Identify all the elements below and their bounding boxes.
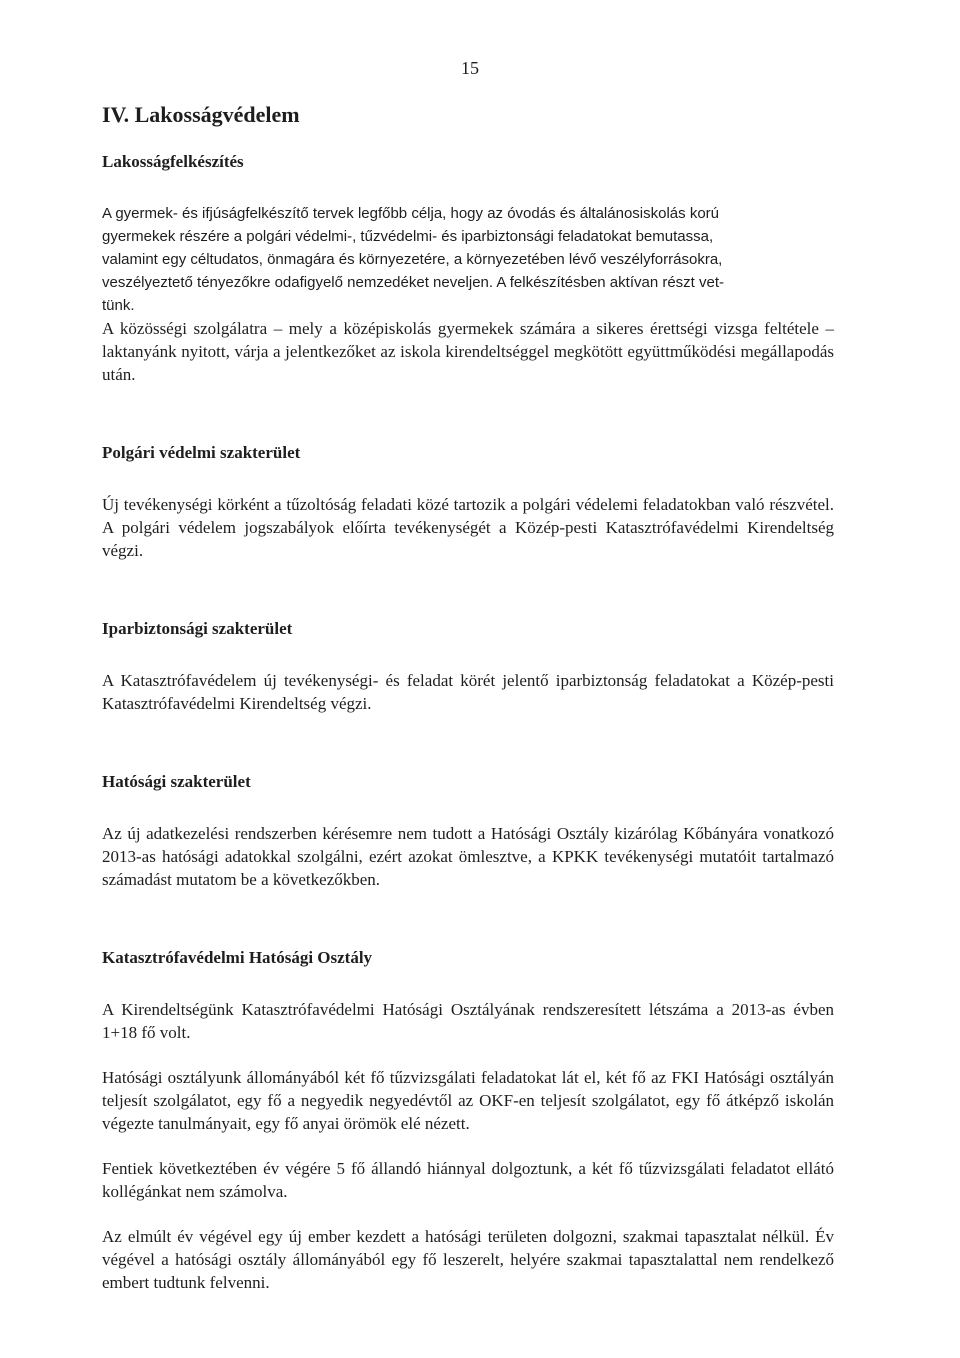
heading-katasztrofavedelmi-hatosagi-osztaly: Katasztrófavédelmi Hatósági Osztály (102, 948, 373, 967)
text-line: veszélyeztető tényezőkre odafigyelő nemzedéket neveljen. A felkészítésben aktívan részt vet- (102, 274, 725, 291)
text-line: A gyermek- és ifjúságfelkészítő tervek legfőbb célja, hogy az óvodás és általánosiskolás korú (102, 205, 719, 222)
text-line: tünk. (102, 297, 135, 314)
paragraph-civil-protection: Új tevékenységi körként a tűzoltóság feladati közé tartozik a polgári védelemi feladatokban való részvétel. A polgári védelem jogszabályok előírta tevékenységét a Közép-pesti Katasztrófavédelmi Kirendeltség végzi. (102, 495, 834, 560)
paragraph-staff-assignments: Hatósági osztályunk állományából két fő tűzvizsgálati feladatokat lát el, két fő az FKI Hatósági osztályán teljesít szolgálatot, egy fő a negyedik negyedévtől az OKF-en teljesít szolgálatot, egy fő átképző iskolán végezte tanulmányait, egy fő anyai örömök elé nézett. (102, 1068, 834, 1133)
page-number: 15 (461, 58, 479, 78)
heading-lakossagfelkeszites: Lakosságfelkészítés (102, 152, 244, 171)
paragraph-staff-shortage: Fentiek következtében év végére 5 fő állandó hiánnyal dolgoztunk, a két fő tűzvizsgálati feladatot ellátó kollégánkat nem számolva. (102, 1159, 834, 1201)
heading-hatosagi: Hatósági szakterület (102, 772, 251, 791)
paragraph-authority-data: Az új adatkezelési rendszerben kérésemre nem tudott a Hatósági Osztály kizárólag Kőbányára vonatkozó 2013-as hatósági adatokkal szolgálni, ezért azokat ömlesztve, a KPKK tevékenységi mutatóit tartalmazó számadást mutatom be a következőkben. (102, 824, 834, 889)
paragraph-staff-changes: Az elmúlt év végével egy új ember kezdett a hatósági területen dolgozni, szakmai tapasztalat nélkül. Év végével a hatósági osztály állományából egy fő leszerelt, helyére szakmai tapasztalattal nem rendelkező embert tudtunk felvenni. (102, 1227, 834, 1292)
paragraph-staff-count: A Kirendeltségünk Katasztrófavédelmi Hatósági Osztályának rendszeresített létszáma a 2013-as évben 1+18 fő volt. (102, 1000, 834, 1042)
paragraph-youth-preparation (102, 202, 834, 317)
text-line: valamint egy céltudatos, önmagára és környezetére, a környezetében lévő veszélyforrásokra, (102, 251, 723, 268)
heading-iparbiztonsagi: Iparbiztonsági szakterület (102, 619, 293, 638)
chapter-title: IV. Lakosságvédelem (102, 102, 300, 127)
paragraph-community-service: A közösségi szolgálatra – mely a középiskolás gyermekek számára a sikeres érettségi vizsga feltétele – laktanyánk nyitott, várja a jelentkezőket az iskola kirendeltséggel megkötött együttműködési megállapodás után. (102, 319, 834, 384)
heading-polgari-vedelmi: Polgári védelmi szakterület (102, 443, 301, 462)
page-content (102, 100, 834, 1294)
text-line: gyermekek részére a polgári védelmi-, tűzvédelmi- és iparbiztonsági feladatokat bemutassa, (102, 228, 714, 245)
paragraph-industrial-safety: A Katasztrófavédelem új tevékenységi- és feladat körét jelentő iparbiztonság feladatokat a Közép-pesti Katasztrófavédelmi Kirendeltség végzi. (102, 671, 834, 713)
